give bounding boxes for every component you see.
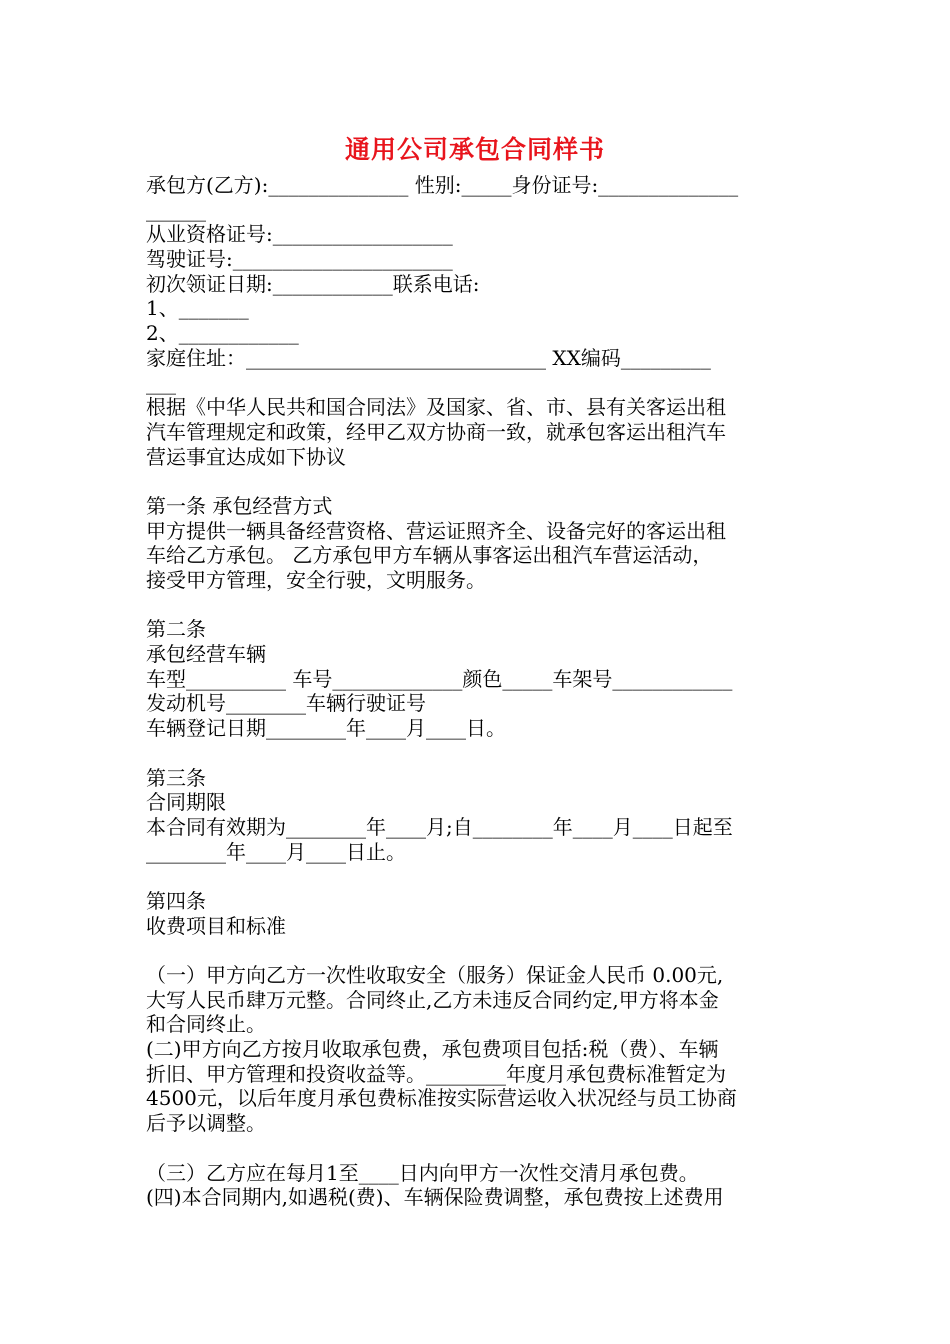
text-line: 驾驶证号:______________________ xyxy=(146,247,453,272)
text-line: 甲方提供一辆具备经营资格、营运证照齐全、设备完好的客运出租 xyxy=(146,518,726,543)
text-line: ___ xyxy=(146,370,176,395)
text-line: 大写人民币肆万元整。合同终止,乙方未违反合同约定,甲方将本金 xyxy=(146,987,719,1012)
text-line: 车型__________ 车号_____________颜色_____车架号____________ xyxy=(146,666,733,691)
article-heading: 第四条 xyxy=(146,888,206,913)
text-line: 接受甲方管理，安全行驶，文明服务。 xyxy=(146,568,486,592)
blank-line xyxy=(146,469,812,494)
text-line: 承包经营车辆 xyxy=(146,642,266,667)
text-line: 合同期限 xyxy=(146,790,226,815)
text-line: 车辆登记日期________年____月____日。 xyxy=(146,716,506,741)
text-line: 收费项目和标准 xyxy=(146,913,286,938)
article-heading: 第一条 承包经营方式 xyxy=(146,493,333,518)
text-line: 从业资格证号:__________________ xyxy=(146,222,453,247)
text-line: (四)本合同期内,如遇税(费)、车辆保险费调整，承包费按上述费用 xyxy=(146,1185,724,1210)
text-line: 4500元，以后年度月承包费标准按实际营运收入状况经与员工协商 xyxy=(146,1086,737,1111)
text-line: 根据《中华人民共和国合同法》及国家、省、市、县有关客运出租 xyxy=(146,395,726,420)
text-line: 1、_______ xyxy=(146,296,249,321)
text-line: 折旧、甲方管理和投资收益等。________年度月承包费标准暂定为 xyxy=(146,1061,726,1086)
blank-line xyxy=(146,741,812,766)
text-line: 发动机号________车辆行驶证号 xyxy=(146,691,426,716)
blank-line xyxy=(146,864,812,889)
text-line: 和合同终止。 xyxy=(146,1012,266,1037)
text-line: 后予以调整。 xyxy=(146,1111,266,1136)
text-line: 本合同有效期为________年____月;自________年____月____日起至 xyxy=(146,814,733,839)
text-line: 汽车管理规定和政策，经甲乙双方协商一致，就承包客运出租汽车 xyxy=(146,419,726,444)
text-line: 初次领证日期:____________联系电话: xyxy=(146,271,480,296)
document-title: 通用公司承包合同样书 xyxy=(344,135,605,164)
article-heading: 第二条 xyxy=(146,617,206,642)
text-line: （一）甲方向乙方一次性收取安全（服务）保证金人民币 0.00元, xyxy=(146,963,724,987)
article-heading: 第三条 xyxy=(146,765,206,790)
text-line: (二)甲方向乙方按月收取承包费，承包费项目包括:税（费）、车辆 xyxy=(146,1037,719,1062)
text-line: 家庭住址：______________________________ XX编码_________ xyxy=(146,345,711,370)
text-line: ________年____月____日止。 xyxy=(146,839,406,864)
text-line: 2、____________ xyxy=(146,321,299,346)
text-line: 承包方(乙方):______________ 性别:_____身份证号:______________ xyxy=(146,173,739,197)
text-line: 车给乙方承包。 乙方承包甲方车辆从事客运出租汽车营运活动， xyxy=(146,543,713,568)
blank-line xyxy=(146,1136,812,1161)
text-line: ______ xyxy=(146,197,206,222)
text-line: 营运事宜达成如下协议 xyxy=(146,444,346,469)
blank-line xyxy=(146,938,812,963)
blank-line xyxy=(146,593,812,618)
text-line: （三）乙方应在每月1至____日内向甲方一次性交清月承包费。 xyxy=(146,1160,699,1185)
document-body xyxy=(146,173,812,1210)
